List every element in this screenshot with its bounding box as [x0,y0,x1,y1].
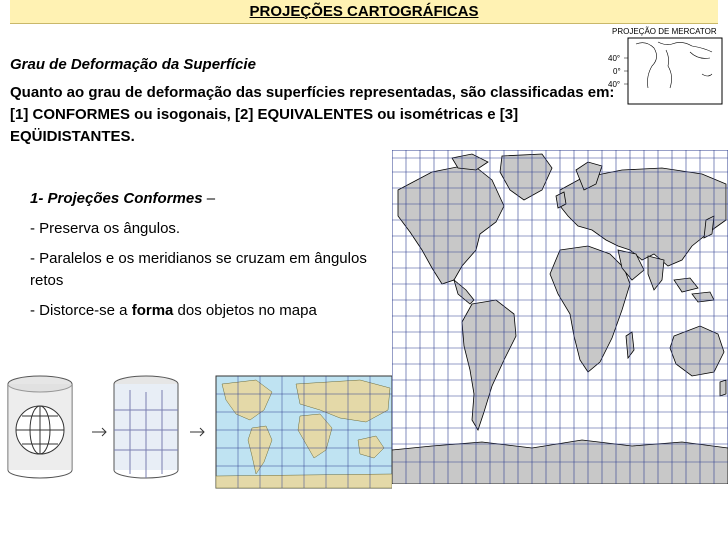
bullet-form-suffix: dos objetos no mapa [173,302,317,319]
cylinder-with-globe [8,376,72,478]
mercator-mini-map [606,22,724,106]
mini-map-title: PROJEÇÃO DE MERCATOR [612,27,717,36]
bullet-right-angles: - Paralelos e os meridianos se cruzam em ângulos retos [30,250,367,289]
conformes-section [30,188,390,330]
cylinder-projection-diagram [0,370,392,490]
bullet-form-bold: forma [131,302,174,319]
bullet-angles: - Preserva os ângulos. [30,220,181,237]
mini-map-lat-40s: 40° [608,80,621,89]
section-heading [30,188,390,210]
cylinder-grid [114,376,178,478]
page-title: PROJEÇÕES CARTOGRÁFICAS [249,3,479,20]
section-subtitle: Grau de Deformação da Superfície [10,56,256,73]
bullet-form-prefix: - Distorce-se a [30,302,132,319]
mini-map-lat-40n: 40° [608,54,621,63]
section-heading-title: 1- Projeções Conformes [30,190,203,207]
arrow-icon [92,428,106,436]
bullet-form [30,300,390,322]
mini-map-frame [628,38,722,104]
flat-mercator-map [216,376,392,488]
intro-paragraph: Quanto ao grau de deformação das superfícies representadas, são classificadas em: [1] CONFORMES ou isogonais, [2] EQUIVALENTES ou isométricas e [3] EQÜIDISTANTES. [10,84,615,145]
mini-map-lat-0: 0° [613,67,621,76]
mini-map-latitudes [624,58,628,84]
mercator-world-map [392,150,728,484]
arrow-icon [190,428,204,436]
section-heading-dash: – [202,190,216,207]
title-bar [10,0,718,24]
